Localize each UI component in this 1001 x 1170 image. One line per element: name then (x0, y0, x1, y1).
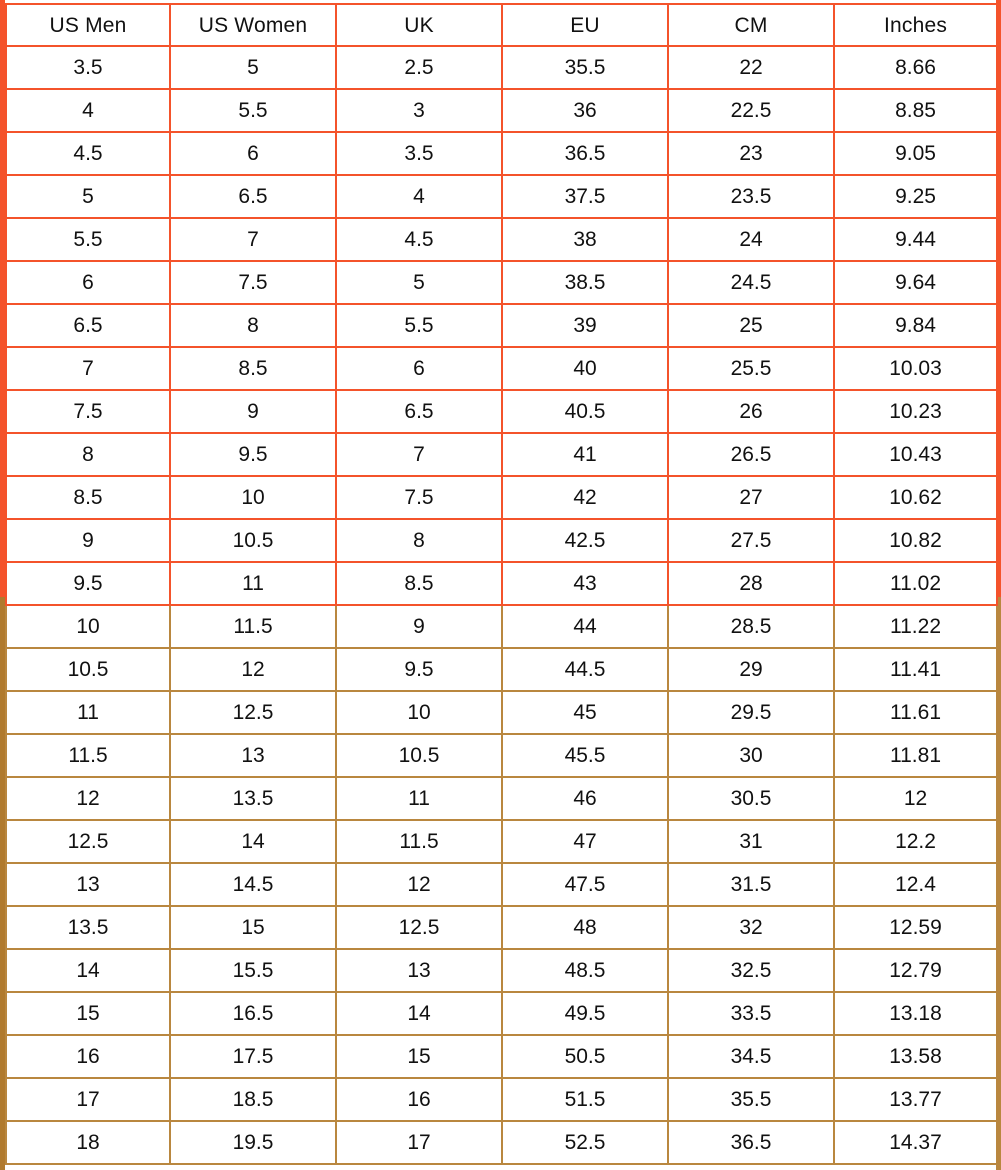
table-cell: 23 (668, 132, 834, 175)
table-cell: 51.5 (502, 1078, 668, 1121)
table-row (6, 949, 997, 992)
table-cell: 11.5 (170, 605, 336, 648)
table-cell: 9.5 (336, 648, 502, 691)
table-cell: 26 (668, 390, 834, 433)
table-cell: 5.5 (6, 218, 170, 261)
table-cell: 12 (834, 777, 997, 820)
table-cell: 12.2 (834, 820, 997, 863)
table-row (6, 1121, 997, 1164)
table-cell: 4.5 (336, 218, 502, 261)
table-cell: 13 (336, 949, 502, 992)
table-cell: 7.5 (170, 261, 336, 304)
table-cell: 27 (668, 476, 834, 519)
table-row (6, 820, 997, 863)
table-cell: 50.5 (502, 1035, 668, 1078)
table-cell: 9.05 (834, 132, 997, 175)
shoe-size-chart (5, 3, 998, 1165)
table-cell: 10 (170, 476, 336, 519)
table-cell: 11.41 (834, 648, 997, 691)
table-cell: 18 (6, 1121, 170, 1164)
table-cell: 3 (336, 89, 502, 132)
table-cell: 10.5 (336, 734, 502, 777)
table-cell: 8.5 (6, 476, 170, 519)
table-cell: 9 (170, 390, 336, 433)
table-cell: 32 (668, 906, 834, 949)
table-cell: 12.5 (170, 691, 336, 734)
table-cell: 10 (6, 605, 170, 648)
table-cell: 34.5 (668, 1035, 834, 1078)
table-cell: 23.5 (668, 175, 834, 218)
table-cell: 49.5 (502, 992, 668, 1035)
table-cell: 43 (502, 562, 668, 605)
table-cell: 48.5 (502, 949, 668, 992)
table-cell: 6.5 (6, 304, 170, 347)
table-cell: 46 (502, 777, 668, 820)
table-cell: 17 (6, 1078, 170, 1121)
table-cell: 11.61 (834, 691, 997, 734)
table-cell: 28.5 (668, 605, 834, 648)
table-cell: 16 (6, 1035, 170, 1078)
table-cell: 15 (336, 1035, 502, 1078)
table-row (6, 1035, 997, 1078)
table-cell: 11.81 (834, 734, 997, 777)
table-row (6, 89, 997, 132)
table-cell: 38.5 (502, 261, 668, 304)
table-cell: 9.64 (834, 261, 997, 304)
table-cell: 14.37 (834, 1121, 997, 1164)
table-row (6, 132, 997, 175)
header-cell: US Men (6, 4, 170, 46)
table-cell: 15.5 (170, 949, 336, 992)
table-row (6, 304, 997, 347)
table-cell: 10.43 (834, 433, 997, 476)
table-cell: 27.5 (668, 519, 834, 562)
table-cell: 10 (336, 691, 502, 734)
table-cell: 32.5 (668, 949, 834, 992)
table-cell: 7 (336, 433, 502, 476)
table-cell: 11.5 (336, 820, 502, 863)
table-cell: 48 (502, 906, 668, 949)
table-cell: 13 (6, 863, 170, 906)
table-cell: 12.5 (336, 906, 502, 949)
table-cell: 14 (336, 992, 502, 1035)
table-cell: 45.5 (502, 734, 668, 777)
table-cell: 45 (502, 691, 668, 734)
table-cell: 11 (336, 777, 502, 820)
table-cell: 10.23 (834, 390, 997, 433)
table-cell: 8.5 (170, 347, 336, 390)
table-row (6, 519, 997, 562)
table-cell: 31.5 (668, 863, 834, 906)
table-cell: 8 (170, 304, 336, 347)
table-cell: 2.5 (336, 46, 502, 89)
table-cell: 11.02 (834, 562, 997, 605)
table-row (6, 734, 997, 777)
table-row (6, 433, 997, 476)
table-cell: 30.5 (668, 777, 834, 820)
table-cell: 10.62 (834, 476, 997, 519)
table-cell: 37.5 (502, 175, 668, 218)
table-row (6, 347, 997, 390)
table-cell: 7.5 (336, 476, 502, 519)
table-row (6, 261, 997, 304)
table-cell: 24.5 (668, 261, 834, 304)
table-cell: 26.5 (668, 433, 834, 476)
table-cell: 18.5 (170, 1078, 336, 1121)
table-cell: 13 (170, 734, 336, 777)
table-cell: 10.5 (170, 519, 336, 562)
table-cell: 36 (502, 89, 668, 132)
table-cell: 12 (336, 863, 502, 906)
header-cell: US Women (170, 4, 336, 46)
table-cell: 35.5 (502, 46, 668, 89)
table-row (6, 476, 997, 519)
table-cell: 42 (502, 476, 668, 519)
table-cell: 35.5 (668, 1078, 834, 1121)
table-cell: 8.66 (834, 46, 997, 89)
table-cell: 6 (170, 132, 336, 175)
table-cell: 5.5 (170, 89, 336, 132)
table-cell: 36.5 (668, 1121, 834, 1164)
table-cell: 6 (336, 347, 502, 390)
table-cell: 5 (6, 175, 170, 218)
table-cell: 11 (6, 691, 170, 734)
table-body (6, 46, 997, 1164)
header-cell: Inches (834, 4, 997, 46)
table-cell: 8.5 (336, 562, 502, 605)
table-cell: 10.82 (834, 519, 997, 562)
header-cell: UK (336, 4, 502, 46)
table-cell: 44 (502, 605, 668, 648)
table-cell: 36.5 (502, 132, 668, 175)
table-cell: 11.22 (834, 605, 997, 648)
table-row (6, 1078, 997, 1121)
table-cell: 8 (6, 433, 170, 476)
table-cell: 5 (170, 46, 336, 89)
table-cell: 19.5 (170, 1121, 336, 1164)
table-cell: 25.5 (668, 347, 834, 390)
table-cell: 11 (170, 562, 336, 605)
table-cell: 13.5 (170, 777, 336, 820)
table-cell: 13.18 (834, 992, 997, 1035)
table-row (6, 906, 997, 949)
table-cell: 12 (6, 777, 170, 820)
table-row (6, 46, 997, 89)
header-cell: EU (502, 4, 668, 46)
table-cell: 9.84 (834, 304, 997, 347)
table-cell: 40.5 (502, 390, 668, 433)
table-cell: 13.5 (6, 906, 170, 949)
table-cell: 33.5 (668, 992, 834, 1035)
table-cell: 29.5 (668, 691, 834, 734)
header-cell: CM (668, 4, 834, 46)
header-row (6, 4, 997, 46)
table-cell: 16.5 (170, 992, 336, 1035)
table-cell: 28 (668, 562, 834, 605)
table-cell: 12.5 (6, 820, 170, 863)
table-cell: 13.77 (834, 1078, 997, 1121)
table-cell: 47.5 (502, 863, 668, 906)
table-cell: 40 (502, 347, 668, 390)
table-cell: 29 (668, 648, 834, 691)
table-row (6, 648, 997, 691)
table-cell: 9.5 (170, 433, 336, 476)
table-cell: 7 (6, 347, 170, 390)
table-cell: 44.5 (502, 648, 668, 691)
table-cell: 12.4 (834, 863, 997, 906)
table-cell: 22.5 (668, 89, 834, 132)
table-cell: 14.5 (170, 863, 336, 906)
table-cell: 8 (336, 519, 502, 562)
table-row (6, 218, 997, 261)
table-row (6, 562, 997, 605)
table-cell: 15 (6, 992, 170, 1035)
table-cell: 5 (336, 261, 502, 304)
table-row (6, 175, 997, 218)
table-cell: 25 (668, 304, 834, 347)
table-cell: 17.5 (170, 1035, 336, 1078)
table-cell: 5.5 (336, 304, 502, 347)
table-cell: 9.5 (6, 562, 170, 605)
table-cell: 4 (6, 89, 170, 132)
table-cell: 15 (170, 906, 336, 949)
table-cell: 39 (502, 304, 668, 347)
table-cell: 9 (6, 519, 170, 562)
table-cell: 12 (170, 648, 336, 691)
table-cell: 6.5 (336, 390, 502, 433)
table-cell: 41 (502, 433, 668, 476)
table-cell: 16 (336, 1078, 502, 1121)
table-cell: 10.5 (6, 648, 170, 691)
table-cell: 13.58 (834, 1035, 997, 1078)
table-cell: 31 (668, 820, 834, 863)
table-row (6, 863, 997, 906)
table-cell: 8.85 (834, 89, 997, 132)
table-row (6, 691, 997, 734)
table-cell: 14 (6, 949, 170, 992)
table-cell: 12.59 (834, 906, 997, 949)
table-cell: 14 (170, 820, 336, 863)
table-cell: 42.5 (502, 519, 668, 562)
table-cell: 17 (336, 1121, 502, 1164)
table-row (6, 390, 997, 433)
table-cell: 9.25 (834, 175, 997, 218)
table-cell: 4 (336, 175, 502, 218)
table-cell: 10.03 (834, 347, 997, 390)
table-cell: 30 (668, 734, 834, 777)
table-cell: 3.5 (336, 132, 502, 175)
table-row (6, 605, 997, 648)
table-cell: 11.5 (6, 734, 170, 777)
table-cell: 7.5 (6, 390, 170, 433)
table-cell: 38 (502, 218, 668, 261)
table-cell: 6.5 (170, 175, 336, 218)
table-cell: 52.5 (502, 1121, 668, 1164)
table-cell: 22 (668, 46, 834, 89)
table-row (6, 777, 997, 820)
table-cell: 9 (336, 605, 502, 648)
table-cell: 12.79 (834, 949, 997, 992)
table-cell: 4.5 (6, 132, 170, 175)
table-cell: 6 (6, 261, 170, 304)
table-cell: 7 (170, 218, 336, 261)
table-cell: 24 (668, 218, 834, 261)
table-cell: 47 (502, 820, 668, 863)
table-cell: 9.44 (834, 218, 997, 261)
table-cell: 3.5 (6, 46, 170, 89)
table-row (6, 992, 997, 1035)
